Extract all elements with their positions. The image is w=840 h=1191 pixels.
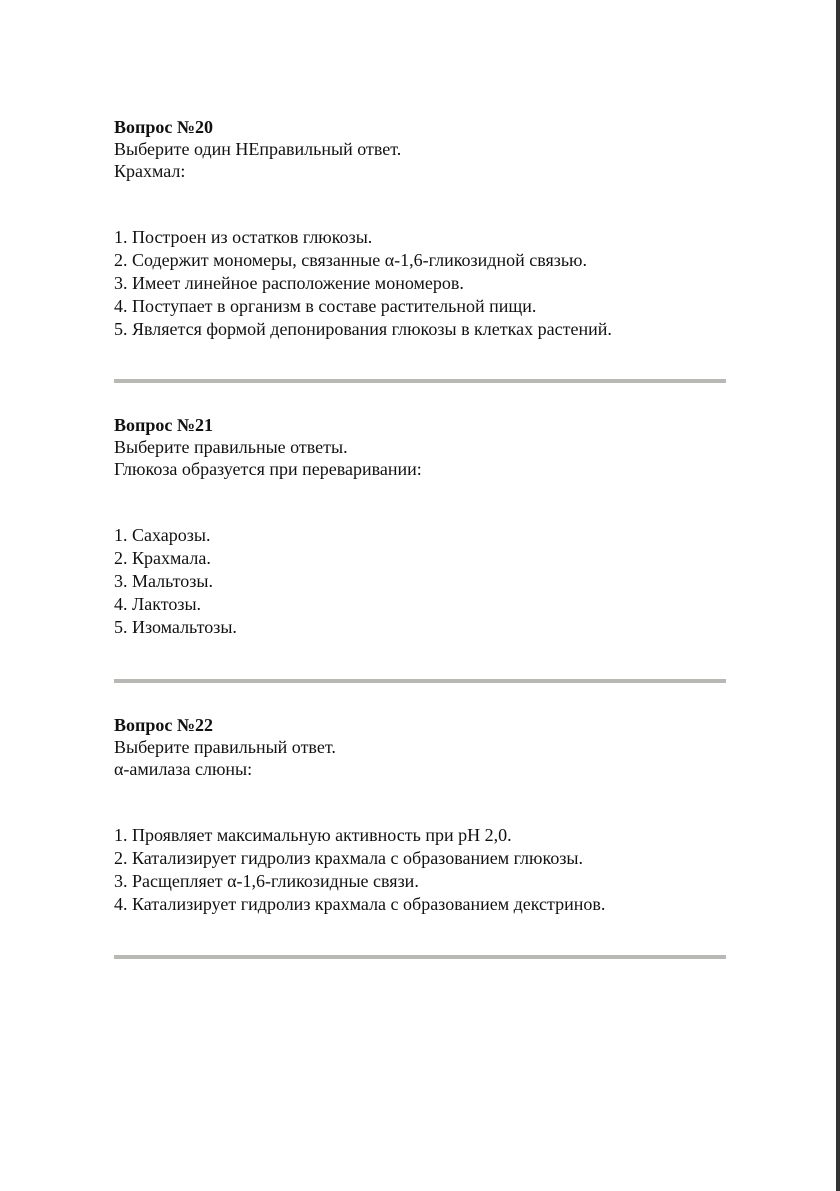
answer-option: 1. Проявляет максимальную активность при pH 2,0.: [114, 825, 512, 845]
question-20: [114, 116, 734, 341]
answer-option: 4. Катализирует гидролиз крахмала с образованием декстринов.: [114, 894, 606, 914]
question-21: [114, 414, 734, 639]
question-instruction: Выберите правильный ответ.: [114, 737, 336, 757]
section-divider: [114, 379, 726, 383]
spacer: [114, 480, 734, 524]
answer-option: 2. Катализирует гидролиз крахмала с образованием глюкозы.: [114, 848, 584, 868]
answer-option: 3. Мальтозы.: [114, 571, 213, 591]
section-divider: [114, 955, 726, 959]
answer-list: [114, 824, 734, 916]
section-divider: [114, 679, 726, 683]
question-22: [114, 714, 734, 916]
answer-option: 5. Является формой депонирования глюкозы в клетках растений.: [114, 319, 612, 339]
answer-list: [114, 524, 734, 639]
answer-option: 3. Имеет линейное расположение мономеров.: [114, 273, 464, 293]
question-stem: Глюкоза образуется при переваривании:: [114, 459, 422, 479]
answer-option: 5. Изомальтозы.: [114, 617, 237, 637]
question-stem: Крахмал:: [114, 161, 186, 181]
question-stem: α-амилаза слюны:: [114, 759, 253, 779]
answer-option: 3. Расщепляет α-1,6-гликозидные связи.: [114, 871, 419, 891]
answer-option: 1. Сахарозы.: [114, 525, 211, 545]
answer-option: 2. Содержит мономеры, связанные α-1,6-гликозидной связью.: [114, 250, 588, 270]
answer-option: 4. Поступает в организм в составе растительной пищи.: [114, 296, 537, 316]
answer-list: [114, 226, 734, 341]
answer-option: 1. Построен из остатков глюкозы.: [114, 227, 373, 247]
question-title: Вопрос №20: [114, 117, 213, 137]
question-title: Вопрос №21: [114, 415, 213, 435]
question-title: Вопрос №22: [114, 715, 213, 735]
spacer: [114, 780, 734, 824]
spacer: [114, 182, 734, 226]
answer-option: 4. Лактозы.: [114, 594, 202, 614]
question-instruction: Выберите один НЕправильный ответ.: [114, 139, 402, 159]
page-edge: [836, 0, 840, 1191]
question-instruction: Выберите правильные ответы.: [114, 437, 348, 457]
answer-option: 2. Крахмала.: [114, 548, 211, 568]
